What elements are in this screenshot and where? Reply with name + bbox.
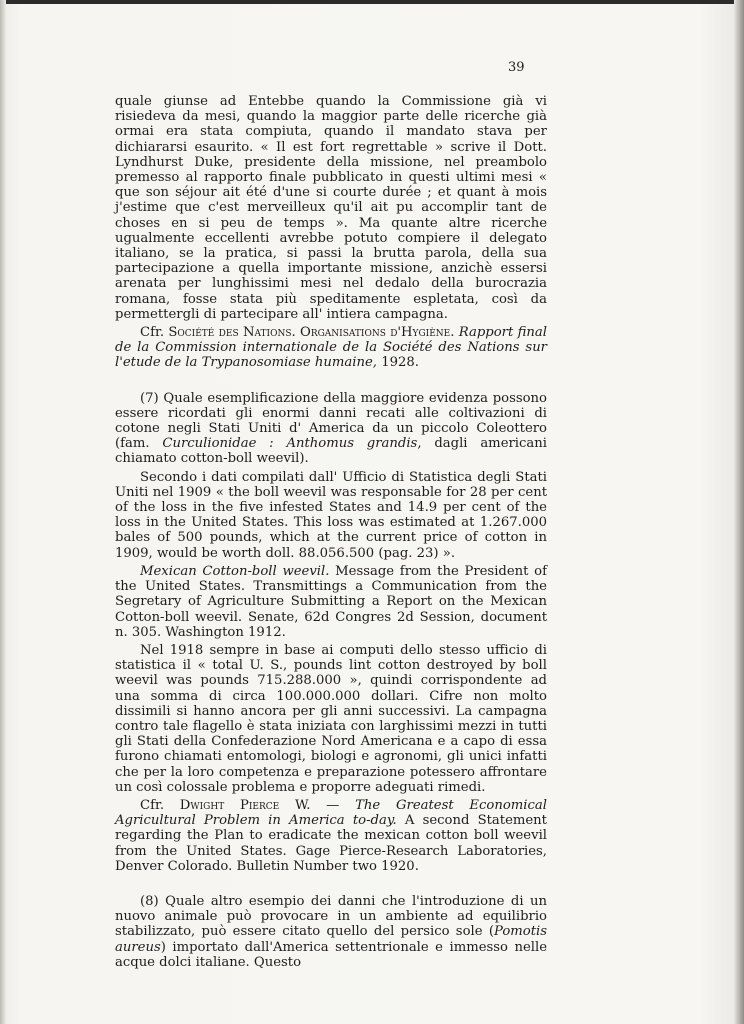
citation-title: Rapport final de la Commission internationale de la Société des Nations sur l'etude de la Trypanosomiase humaine, bbox=[115, 325, 547, 371]
citation-title: The Greatest Economical Agricultural Problem in America to-day. bbox=[115, 797, 547, 829]
mexican-citation bbox=[115, 564, 547, 640]
secondo-paragraph: Secondo i dati compilati dall' Ufficio di Statistica degli Stati Uniti nel 1909 « the boll weevil was responsable for 28 per cent of the loss in the five infested States and 14.9 per cent of the loss in the United States. This loss was estimated at 1.267.000 bales of 500 pounds, which at the current price of cotton in 1909, would be worth doll. 88.056.500 (pag. 23) ». bbox=[115, 469, 547, 561]
page-left-edge bbox=[0, 0, 6, 1024]
citation-societe-des-nations bbox=[115, 325, 547, 371]
body-text bbox=[115, 94, 547, 970]
citation-dwight-pierce bbox=[115, 798, 547, 874]
note-7-text: (7) Quale esemplificazione della maggiore evidenza possono essere ricordati gli enormi danni recati alle coltivazioni di cotone negli Stati Uniti d' America da un piccolo Coleottero (fam. bbox=[115, 390, 547, 452]
nel-1918-paragraph: Nel 1918 sempre in base ai computi dello stesso ufficio di statistica il « total U. S., pounds lint cotton destroyed by boll weevil was pounds 715.288.000 », quindi corrispondente ad una somma di circa 100.000.000 dollari. Cifre non molto dissimili si hanno ancora per gli anni successivi. La campagna contro tale flagello è stata iniziata con larghissimi mezzi in tutti gli Stati della Confederazione Nord Americana e a capo di essa furono chiamati entomologi, biologi e agronomi, gli unici infatti che per la loro competenza e preparazione potessero affrontare un così colossale problema e proporre adeguati rimedi. bbox=[115, 642, 547, 795]
note-8-species: Pomotis aureus bbox=[115, 924, 547, 955]
citation-year: 1928. bbox=[377, 355, 419, 371]
note-8-paragraph bbox=[115, 894, 547, 970]
citation-prefix: Cfr. bbox=[140, 325, 169, 341]
note-8-text: (8) Quale altro esempio dei danni che l'introduzione di un nuovo animale può provocare in un ambiente ad equilibrio stabilizzato, può essere citato quello del persico sole ( bbox=[115, 893, 547, 940]
citation-prefix: Cfr. bbox=[140, 797, 180, 813]
mexican-citation-rest: Message from the President of the United States. Transmittings a Communication from the Segretary of Agriculture Submitting a Report on the Mexican Cotton-boll weevil. Senate, 62d Congres 2d Session, document n. 305. Washington 1912. bbox=[115, 563, 547, 640]
note-7-paragraph bbox=[115, 391, 547, 467]
paragraph-continuation: quale giunse ad Entebbe quando la Commissione già vi risiedeva da mesi, quando la maggior parte delle ricerche già ormai era stata compiuta, quando il mandato stava per dichiararsi esaurito. « Il est fort regrettable » scrive il Dott. Lyndhurst Duke, presidente della missione, nel preambolo premesso al rapporto finale pubblicato in questi ultimi mesi « que son séjour ait été d'une si courte durée ; et quant à mois j'estime que c'est merveilleux qu'il ait pu accomplir tant de choses en si peu de temps ». Ma quante altre ricerche ugualmente eccellenti avrebbe potuto compiere il delegato italiano, se la pratica, si passi la brutta parola, della sua partecipazione a quella importante missione, anzichè essersi arenata per lunghissimi mesi nel dedalo della burocrazia romana, fosse stata più speditamente espletata, così da permettergli di partecipare all' intiera campagna. bbox=[115, 94, 547, 322]
citation-author: Société des Nations. Organisations d'Hygiène. bbox=[168, 325, 455, 341]
note-8-text-end: ) importato dall'America settentrionale e immesso nelle acque dolci italiane. Questo bbox=[115, 939, 547, 970]
mexican-citation-title: Mexican Cotton-boll weevil. bbox=[140, 563, 330, 579]
note-7-family: Curculionidae : Anthomus grandis bbox=[162, 436, 418, 452]
note-7-text-end: , dagli americani chiamato cotton-boll weevil). bbox=[115, 436, 547, 467]
citation-rest: A second Statement regarding the Plan to eradicate the mexican cotton boll weevil from the United States. Gage Pierce-Research Laboratories, Denver Colorado. Bulletin Number two 1920. bbox=[115, 813, 547, 874]
citation-author: Dwight Pierce W. bbox=[179, 797, 311, 813]
page-number: 39 bbox=[508, 60, 525, 75]
page-top-shadow bbox=[0, 0, 744, 4]
page-right-edge bbox=[734, 0, 744, 1024]
citation-dash: — bbox=[310, 797, 356, 813]
